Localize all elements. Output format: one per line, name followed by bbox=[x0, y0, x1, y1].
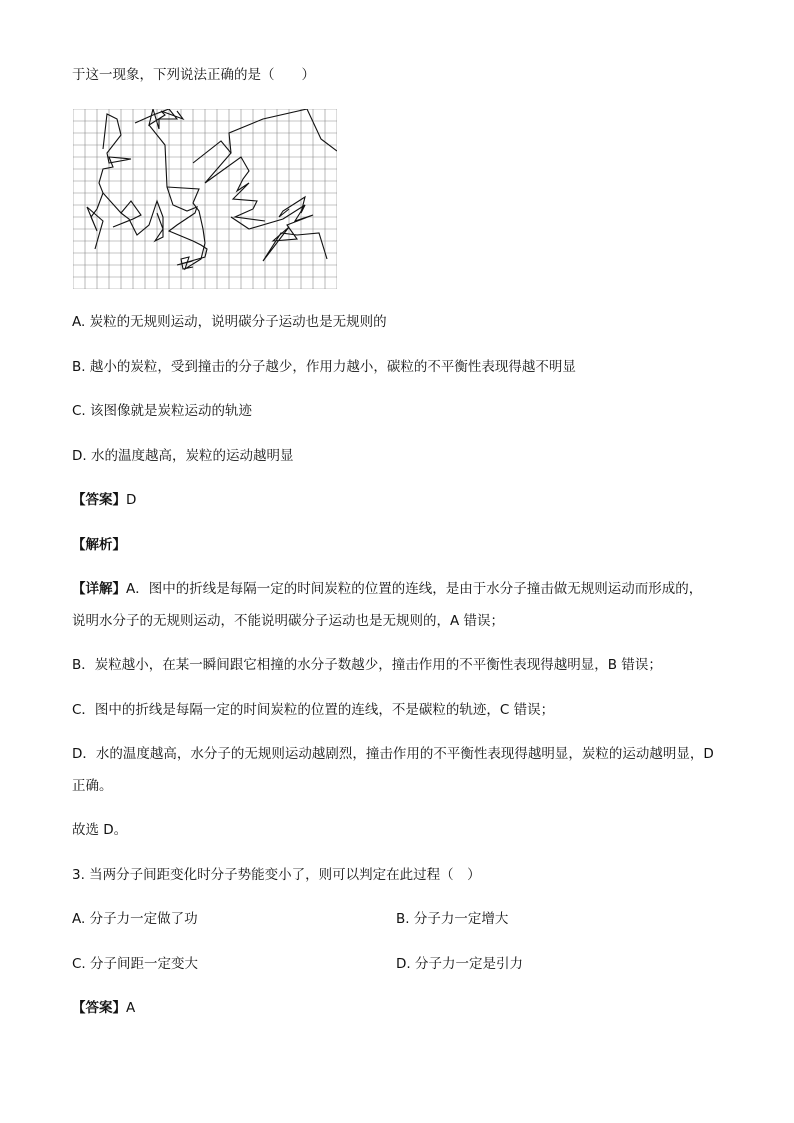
option-letter: D. bbox=[72, 448, 87, 464]
option-text: 水的温度越高，炭粒的运动越明显 bbox=[90, 448, 294, 464]
path-segment bbox=[231, 205, 327, 261]
option-text: 该图像就是炭粒运动的轨迹 bbox=[90, 403, 253, 419]
grid-lines bbox=[73, 109, 337, 289]
detail-c: C．图中的折线是每隔一定的时间炭粒的位置的连线，不是碳粒的轨迹，C 错误； bbox=[72, 702, 555, 718]
option-letter: C. bbox=[72, 403, 86, 419]
answer-label: 【答案】 bbox=[72, 1000, 126, 1016]
option-text: 分子力一定是引力 bbox=[414, 956, 523, 972]
option-text: 分子力一定增大 bbox=[413, 911, 509, 927]
option-text: 越小的炭粒，受到撞击的分子越少，作用力越小，碳粒的不平衡性表现得越不明显 bbox=[89, 359, 576, 375]
option-letter: B. bbox=[72, 359, 86, 375]
q3-option-a bbox=[72, 910, 198, 928]
q3-option-b bbox=[396, 910, 508, 928]
option-d bbox=[72, 447, 293, 465]
detail-d-line2: 正确。 bbox=[72, 778, 113, 794]
path-segment bbox=[229, 109, 337, 153]
option-text: 分子间距一定变大 bbox=[90, 956, 199, 972]
analysis-label: 【解析】 bbox=[72, 537, 126, 553]
conclusion: 故选 D。 bbox=[72, 822, 128, 838]
q3-option-d bbox=[396, 955, 523, 973]
path-segment bbox=[135, 109, 183, 129]
q3-answer-line bbox=[72, 999, 135, 1017]
q3-option-c bbox=[72, 955, 198, 973]
option-letter: B. bbox=[396, 911, 410, 927]
option-a bbox=[72, 313, 387, 331]
answer-line bbox=[72, 491, 136, 509]
option-letter: A. bbox=[72, 911, 86, 927]
detail-b: B．炭粒越小，在某一瞬间跟它相撞的水分子数越少，撞击作用的不平衡性表现得越明显，B 错误； bbox=[72, 657, 662, 673]
option-text: 炭粒的无规则运动，说明碳分子运动也是无规则的 bbox=[89, 314, 387, 330]
detail-d-line1: D．水的温度越高，水分子的无规则运动越剧烈，撞击作用的不平衡性表现得越明显，炭粒的运动越明显，D bbox=[72, 746, 714, 762]
option-letter: A. bbox=[72, 314, 86, 330]
brownian-motion-figure bbox=[73, 109, 337, 289]
answer-value: A bbox=[126, 1000, 136, 1016]
path-segment bbox=[99, 114, 141, 227]
answer-label: 【答案】 bbox=[72, 492, 126, 508]
option-letter: D. bbox=[396, 956, 411, 972]
detail-label: 【详解】 bbox=[72, 581, 126, 597]
option-c bbox=[72, 402, 252, 420]
question3-stem: 3. 当两分子间距变化时分子势能变小了，则可以判定在此过程（ ） bbox=[72, 867, 481, 883]
path-segment bbox=[87, 193, 103, 249]
option-text: 分子力一定做了功 bbox=[89, 911, 198, 927]
path-segment bbox=[149, 125, 207, 265]
answer-value: D bbox=[126, 492, 137, 508]
detail-a-line1 bbox=[72, 580, 702, 598]
option-b bbox=[72, 358, 576, 376]
detail-a-line2: 说明水分子的无规则运动，不能说明碳分子运动也是无规则的，A 错误； bbox=[72, 613, 505, 629]
question2-stem-tail: 于这一现象，下列说法正确的是（ ） bbox=[72, 67, 315, 83]
detail-a-text: A．图中的折线是每隔一定的时间炭粒的位置的连线，是由于水分子撞击做无规则运动而形成的， bbox=[126, 581, 703, 597]
option-letter: C. bbox=[72, 956, 86, 972]
